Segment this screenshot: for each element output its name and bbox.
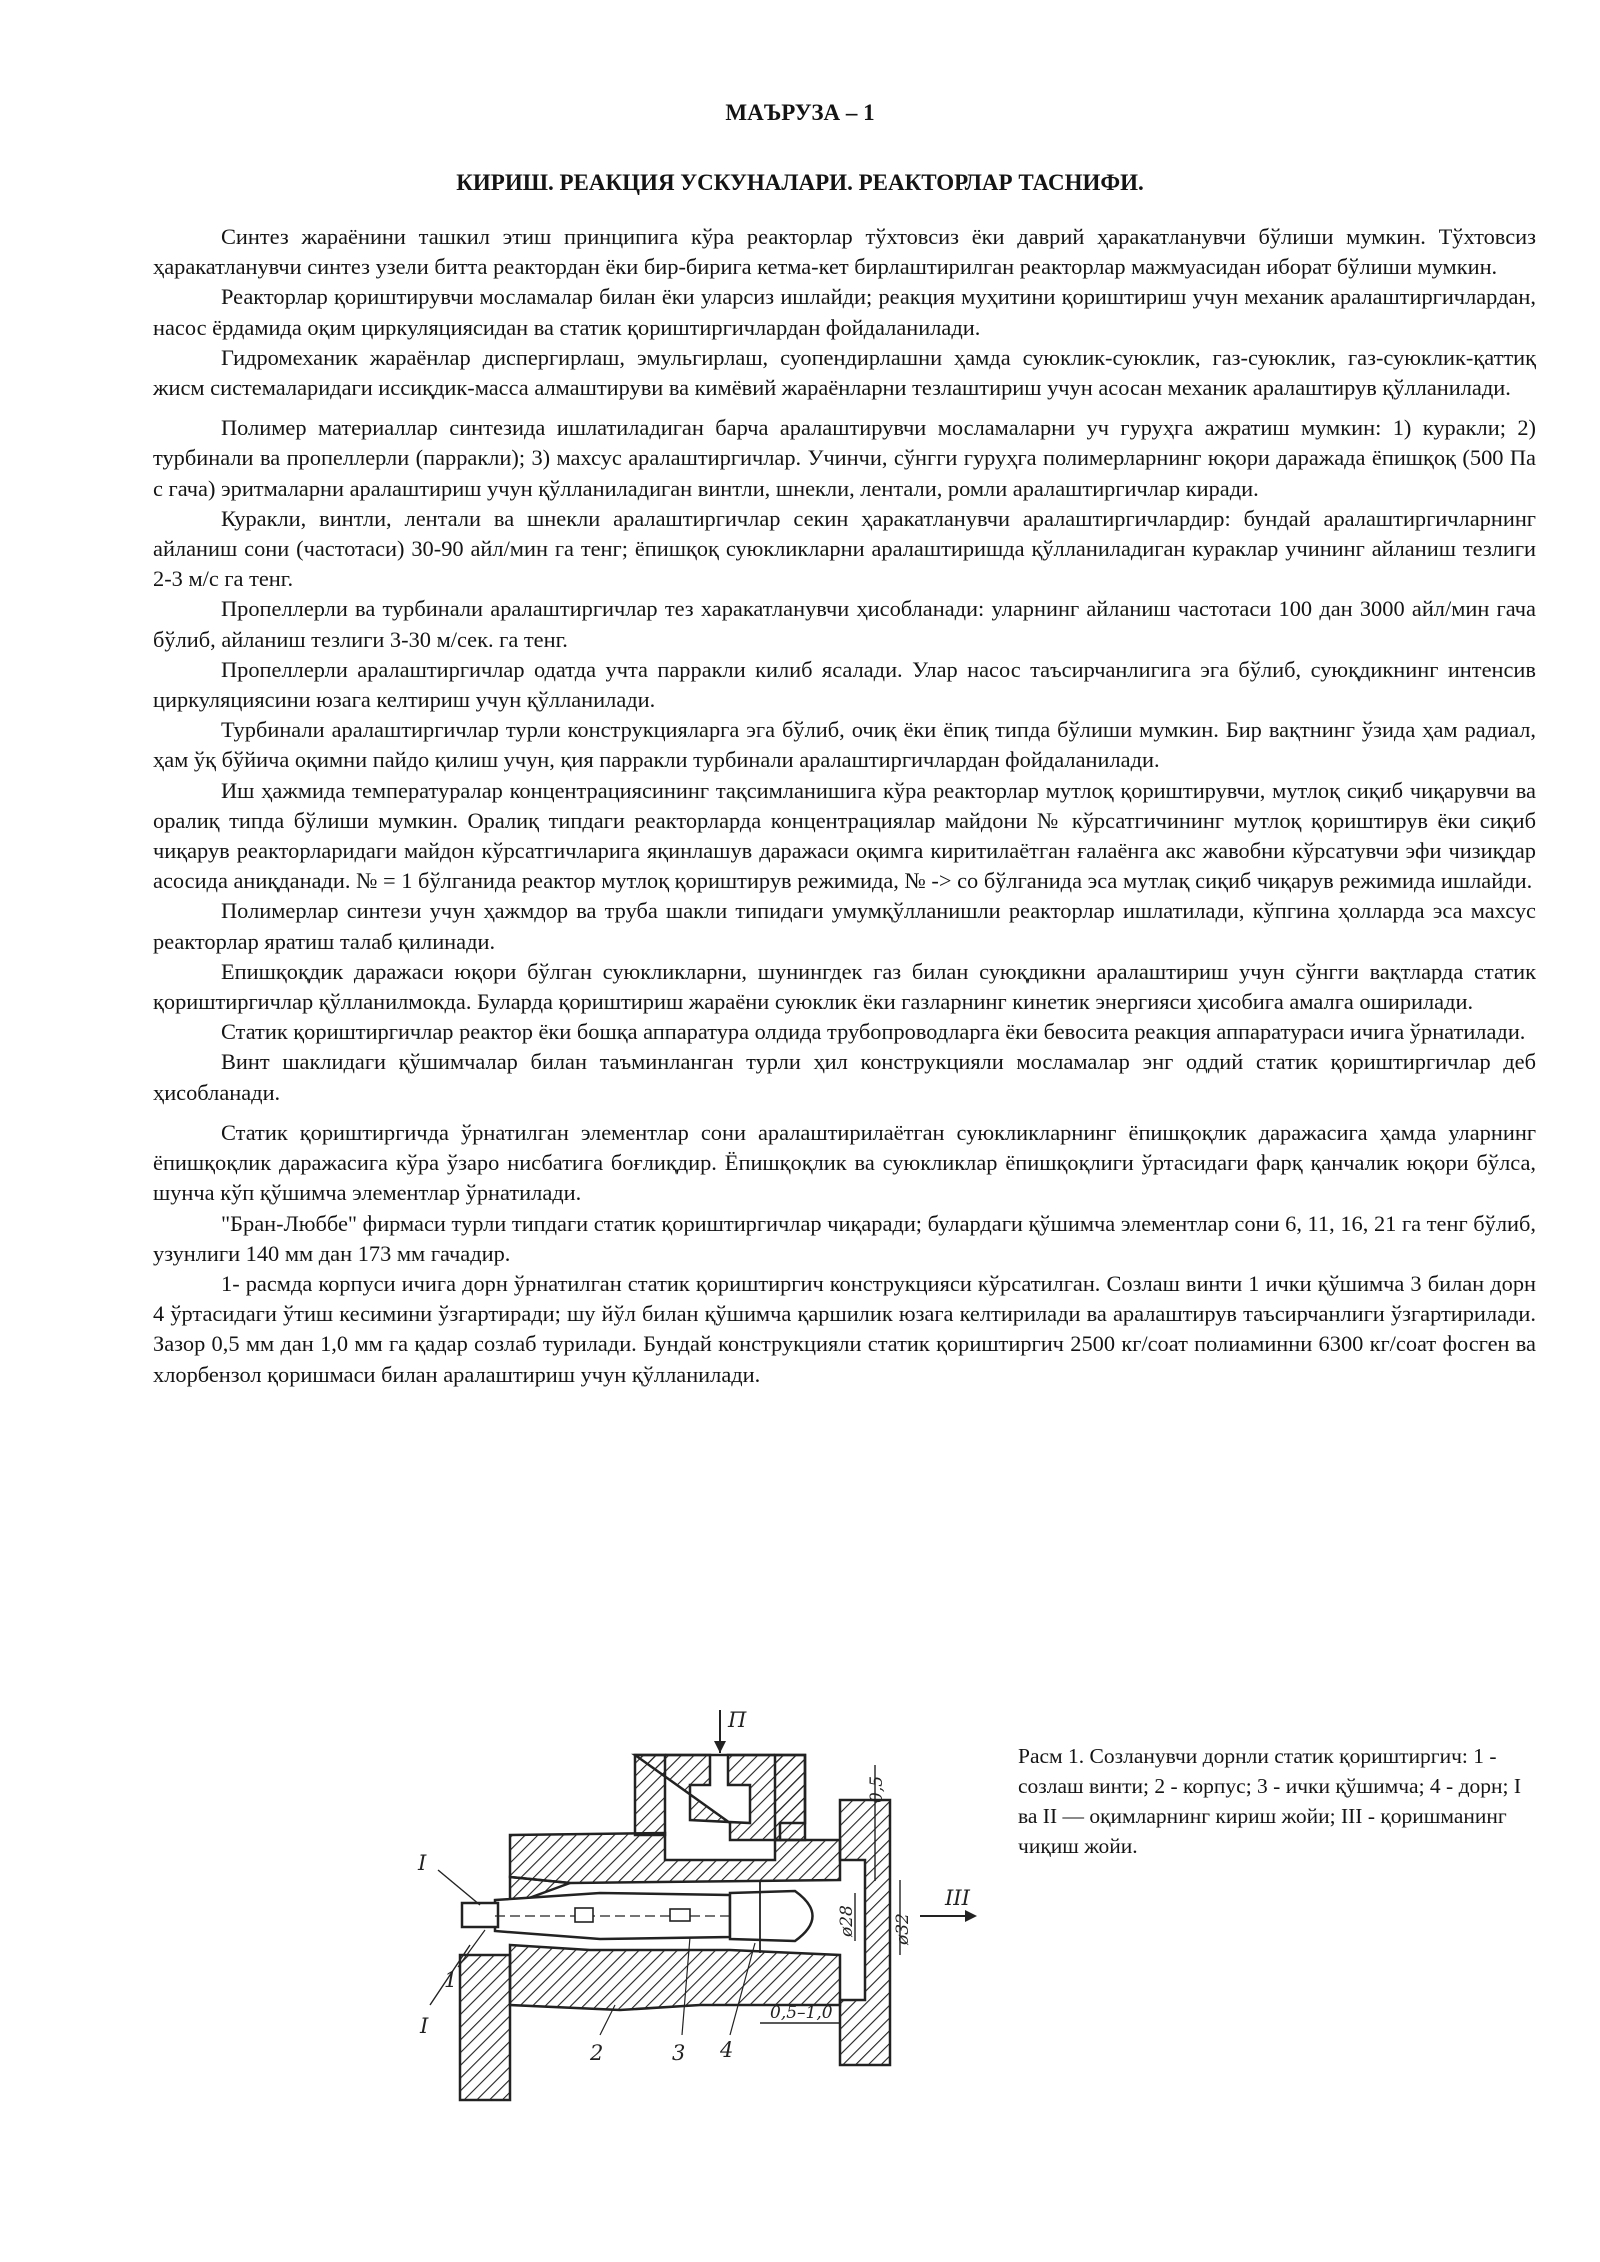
part-1-label: 1 [444, 1968, 458, 1992]
figure-caption: Расм 1. Созланувчи дорнли статик қориштиргич: 1 - созлаш винти; 2 - корпус; 3 - ички қўшимча; 4 - дорн; I ва II — оқимларнинг кириш жойи; III - қоришманинг чиқиш жойи. [1018, 1744, 1522, 1858]
dim-gap-label: 0,5 [867, 1775, 887, 1803]
part-3-label: 3 [672, 2041, 686, 2065]
dim-d28-label: ø28 [837, 1905, 857, 1937]
page-title: КИРИШ. РЕАКЦИЯ УСКУНАЛАРИ. РЕАКТОРЛАР ТАСНИФИ. [456, 170, 1144, 195]
dim-gap-range-label: 0,5–1,0 [770, 2003, 833, 2023]
body-upper-wall [510, 1833, 840, 1883]
paragraph: Пропеллерли аралаштиргичлар одатда учта парракли килиб ясалади. Улар насос таъсирчанлигига эга бўлиб, суюқдикнинг интенсив циркуляциясини юзага келтириш учун қўлланилади. [153, 656, 1536, 713]
paragraph: Гидромеханик жараёнлар диспергирлаш, эмульгирлаш, суопендирлашни ҳамда суюклик-суюклик, газ-суюклик, газ-суюклик-қаттиқ жисм системаларидаги иссиқдик-масса алмаштируви ва кимёвий жараёнларни тезлаштириш учун асосан механик аралаштирув қўлланилади. [153, 344, 1536, 401]
paragraph: Епишқоқдик даражаси юқори бўлган суюкликларни, шунингдек газ билан суюқдикни аралаштириш учун сўнгги вақтларда статик қориштиргичлар қўлланилмокда. Буларда қориштириш жараёни суюклик ёки газларнинг кинетик энергияси ҳисобига амалга оширилади. [153, 958, 1536, 1015]
mixer-drawing [400, 1705, 1000, 2125]
top-neck-right [775, 1755, 805, 1840]
inlet-ii-label: П [728, 1708, 747, 1732]
paragraph: Куракли, винтли, лентали ва шнекли аралаштиргичлар секин ҳаракатланувчи аралаштиргичлардир: бундай аралаштиргичларнинг айланиш сони (частотаси) 30-90 айл/мин га тенг; ёпишқоқ суюкликларни аралаштиришда қўлланиладиган кураклар учининг айланиш тезлиги 2-3 м/с га тенг. [153, 505, 1536, 592]
dim-d32-label: ø32 [893, 1913, 913, 1945]
top-neck-left [635, 1755, 665, 1835]
paragraph: Синтез жараёнини ташкил этиш принципига кўра реакторлар тўхтовсиз ёки даврий ҳаракатланувчи бўлиши мумкин. Тўхтовсиз ҳаракатланувчи синтез узели битта реактордан ёки бир-бирига кетма-кет бирлаштирилган реакторлар мажмуасидан иборат бўлиши мумкин. [153, 224, 1536, 280]
inlet-i-label: I [418, 1851, 427, 1875]
part-2-label: 2 [590, 2041, 604, 2065]
static-mixer-cross-section [400, 1705, 1000, 2125]
paragraph: Полимер материаллар синтезида ишлатиладиган барча аралаштирувчи мосламаларни уч гуруҳга ажратиш мумкин: 1) куракли; 2) турбинали ва пропеллерли (парракли); 3) махсус аралаштиргичлар. Учинчи, сўнгги гуруҳга полимерларнинг юқори даражада ёпишқоқ (500 Па с гача) эритмаларни аралаштириш учун қўлланиладиган винтли, шнекли, лентали, ромли аралаштиргичлар киради. [153, 415, 1536, 501]
paragraph: 1- расмда корпуси ичига дорн ўрнатилган статик қориштиргич конструкцияси кўрсатилган. Созлаш винти 1 ички қўшимча 3 билан дорн 4 ўртасидаги ўтиш кесимини ўзгартиради; шу йўл билан қўшимча қаршилик юзага келтирилади ва аралаштирув таъсирчанлиги ўзгартирилади. Зазор 0,5 мм дан 1,0 мм га қадар созлаб турилади. Бундай конструкцияли статик қориштиргич 2500 кг/соат полиаминни 6300 кг/соат фосген ва хлорбензол қоришмаси билан аралаштириш учун қўлланилади. [153, 1270, 1536, 1387]
paragraph: Винт шаклидаги қўшимчалар билан таъминланган турли ҳил конструкцияли мосламалар энг оддий статик қориштиргичлар деб ҳисобланади. [153, 1049, 1536, 1105]
inlet-i-bottom-label: I [420, 2014, 429, 2038]
paragraph: Статик қориштиргичда ўрнатилган элементлар сони аралаштирилаётган суюкликларнинг ёпишқоқлик даражасига ҳамда уларнинг ёпишқоқлик даражасига кўра ўзаро нисбатига боғлиқдир. Ёпишқоқлик ва суюкликлар ёпишқоқлиги ўртасидаги фарқ қанчалик юқори бўлса, шунча кўп қўшимча элементлар ўрнатилади. [153, 1119, 1536, 1206]
dorn [730, 1891, 813, 1941]
body-text [153, 222, 1536, 1390]
lecture-number: МАЪРУЗА – 1 [725, 100, 875, 125]
paragraph: Статик қориштиргичлар реактор ёки бошқа аппаратура олдида трубопроводларга ёки бевосита реакция аппаратураси ичига ўрнатилади. [221, 1019, 1526, 1045]
paragraph: Пропеллерли ва турбинали аралаштиргичлар тез харакатланувчи ҳисобланади: уларнинг айланиш частотаси 100 дан 3000 айл/мин гача бўлиб, айланиш тезлиги 3-30 м/сек. га тенг. [153, 596, 1536, 652]
paragraph: "Бран-Люббе" фирмаси турли типдаги статик қориштиргичлар чиқаради; булардаги қўшимча элементлар сони 6, 11, 16, 21 га тенг бўлиб, узунлиги 140 мм дан 173 мм гачадир. [153, 1210, 1536, 1266]
paragraph: Реакторлар қориштирувчи мосламалар билан ёки уларсиз ишлайди; реакция муҳитини қориштириш учун механик аралаштиргичлардан, насос ёрдамида оқим циркуляциясидан ва статик қориштиргичлардан фойдаланилади. [153, 284, 1536, 340]
body-lower-wall [510, 1945, 840, 2010]
paragraph: Полимерлар синтези учун ҳажмдор ва труба шакли типидаги умумқўлланишли реакторлар ишлатилади, кўпгина ҳолларда эса махсус реакторлар яратиш талаб қилинади. [153, 898, 1536, 954]
paragraph: Турбинали аралаштиргичлар турли конструкцияларга эга бўлиб, очиқ ёки ёпиқ типда бўлиши мумкин. Бир вақтнинг ўзида ҳам радиал, ҳам ўқ бўйича оқимни пайдо қилиш учун, қия парракли турбинали аралаштиргичлардан фойдаланилади. [153, 717, 1536, 773]
part-4-label: 4 [720, 2038, 734, 2062]
left-flange [460, 1955, 510, 2100]
outlet-iii-label: III [945, 1886, 970, 1910]
adjusting-screw [462, 1903, 498, 1927]
paragraph: Иш ҳажмида температуралар концентрациясининг тақсимланишига кўра реакторлар мутлоқ қориштирувчи, мутлоқ сиқиб чиқарувчи ва оралиқ типда бўлиши мумкин. Оралиқ типдаги реакторларда концентрациялар майдони № кўрсатгичининг мутлоқ қориштирув ёки сиқиб чиқарув реакторларидаги майдон кўрсатгичларига яқинлашув даражаси оқимга киритилаётган ғалаёнга акс жавобни кўрсатувчи эфи чизиқдар асосида аниқданади. № = 1 бўлганида реактор мутлоқ қориштирув режимида, № -> со бўлганида эса мутлақ сиқиб чиқарув режимида ишлайди. [153, 777, 1536, 894]
